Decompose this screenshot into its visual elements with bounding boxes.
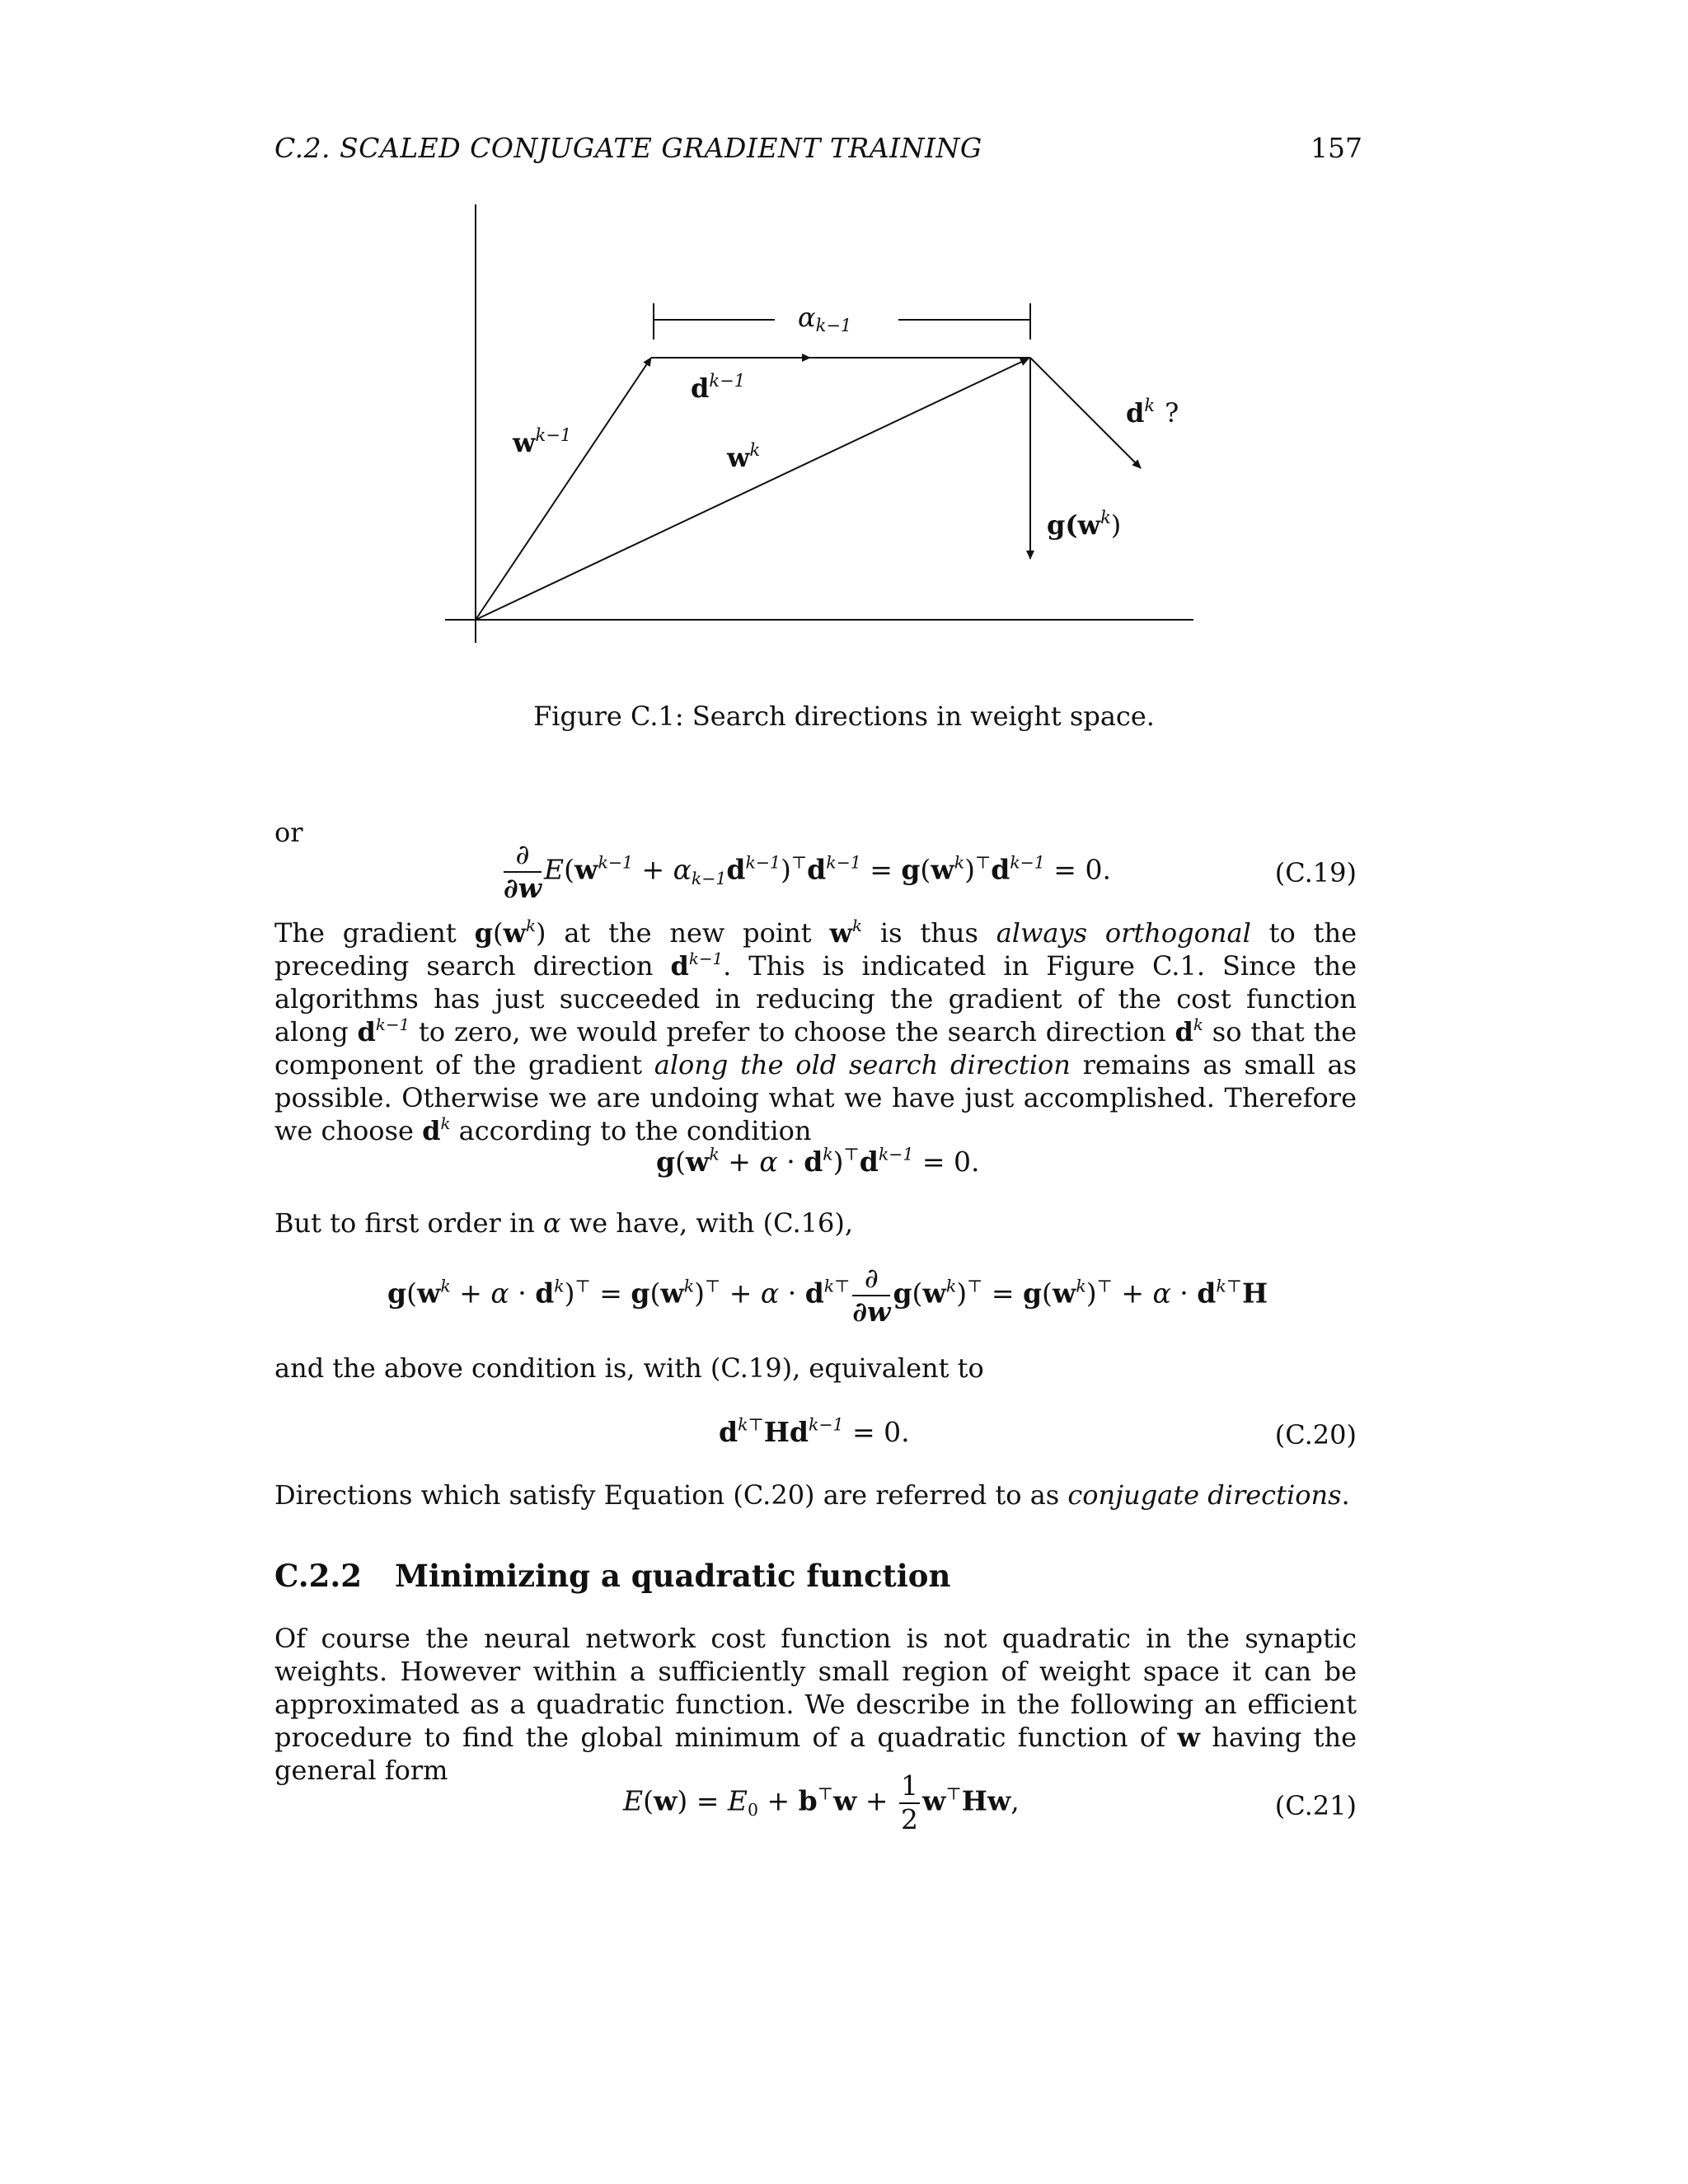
page-number: 157 (1311, 132, 1362, 164)
gradient-label: $g(w^k)$ (1047, 508, 1122, 541)
equation-expansion: $g(w^k + \alpha \cdot d^k)^⊤ = g(w^k)^⊤ + \alpha \cdot d^{k⊤}$ $\frac{\partial}{\partial w}$ $g(w^k)^⊤ = g(w^k)^⊤ + \alpha \cdot d^{k⊤}H$ (387, 1262, 1268, 1328)
d-k-label: $d^k$ ? (1126, 396, 1179, 429)
equation-number-c20: (C.20) (1274, 1419, 1357, 1451)
figure-caption: Figure C.1: Search directions in weight space. (533, 701, 1155, 732)
section-heading (274, 1558, 950, 1594)
or-word: or (274, 817, 303, 848)
w-prev-vector (476, 358, 651, 620)
equation-number-c21: (C.21) (1274, 1790, 1357, 1821)
paragraph-conjugate: Directions which satisfy Equation (C.20) are referred to as conjugate directions. (274, 1479, 1350, 1511)
equation-c19: $\frac{\partial}{\partial w}$ $E(w^{k-1} + \alpha_{k-1}d^{k-1})^⊤d^{k-1} = g(w^k)^⊤d^{k-1} = 0$. (504, 838, 1111, 904)
equation-condition: $g(w^k + \alpha \cdot d^k)^⊤d^{k-1} = 0$. (656, 1144, 980, 1178)
equation-c20: $d^{k⊤}Hd^{k-1} = 0$. (719, 1414, 910, 1448)
w-k-vector (476, 359, 1029, 620)
paragraph-equivalent: and the above condition is, with (C.19), equivalent to (274, 1352, 984, 1384)
paragraph-quadratic: Of course the neural network cost function is not quadratic in the synaptic weights. However within a sufficiently small region of weight space it can be approximated as a quadratic function. We describe in the following an efficient procedure to find the global minimum of a quadratic function of w having the general form (274, 1623, 1357, 1786)
section-number: C.2.2 (274, 1558, 363, 1594)
d-k-vector (1030, 358, 1141, 468)
w-k-label: $w^k$ (727, 440, 761, 473)
equation-number-c19: (C.19) (1274, 857, 1357, 888)
section-title: Minimizing a quadratic function (395, 1558, 951, 1594)
paragraph-orthogonality: The gradient $g(w^k)$ at the new point $w^k$ is thus always orthogonal to the preceding search direction $d^{k-1}$. This is indicated in Figure C.1. Since the algorithms has just succeeded in reducing the gradient of the cost function along $d^{k-1}$ to zero, we would prefer to choose the search direction $d^k$ so that the component of the gradient along the old search direction remains as small as possible. Otherwise we are undoing what we have just accomplished. Therefore we choose $d^k$ according to the condition (274, 916, 1357, 1146)
d-prev-label: $d^{k-1}$ (691, 371, 746, 404)
running-title: C.2. SCALED CONJUGATE GRADIENT TRAINING (274, 132, 982, 164)
equation-c21: $E(w) = E_0 + b^⊤w$ + $\frac{1}{2}$ w⊤Hw, (623, 1769, 1020, 1835)
paragraph-first-order: But to first order in α we have, with (C.16), (274, 1207, 853, 1239)
alpha-label: αk−1 (798, 302, 852, 335)
w-prev-label: $w^{k-1}$ (513, 425, 572, 458)
